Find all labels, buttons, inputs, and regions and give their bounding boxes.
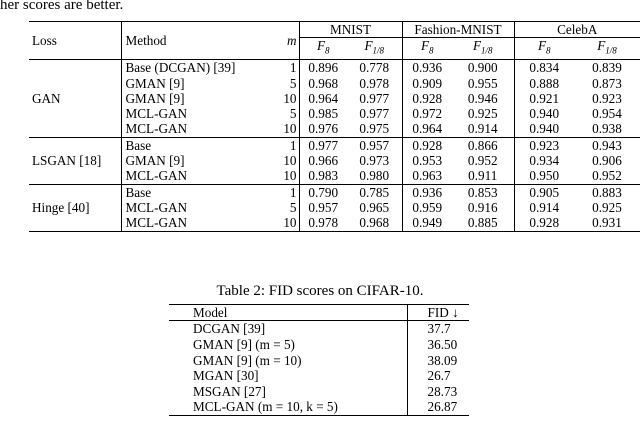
value-mnist-f18: 0.965	[347, 200, 402, 215]
metric-subscript: 8	[429, 45, 434, 56]
value-fashion-mnist-f8: 0.928	[412, 90, 443, 106]
table-row	[29, 76, 640, 91]
table-row	[29, 215, 640, 231]
method-cell: Base	[121, 137, 267, 153]
value-fashion-mnist-f8: 0.972	[412, 106, 443, 122]
value-celeba-f18: 0.943	[574, 137, 640, 153]
value-mnist-f18: 0.968	[347, 215, 402, 231]
value-celeba-f18: 0.925	[592, 199, 622, 215]
table-row	[169, 352, 469, 368]
value-celeba-f8: 0.928	[514, 215, 574, 231]
metric-subscript: 8	[325, 45, 330, 56]
method-cell: MCL-GAN	[125, 106, 188, 122]
value-fashion-mnist-f8: 0.928	[402, 137, 452, 153]
value-fashion-mnist-f18: 0.911	[452, 168, 514, 184]
m-cell: 10	[267, 215, 299, 231]
value-mnist-f8: 0.976	[308, 121, 339, 137]
table1-caption-fragment: her scores are better.	[0, 0, 124, 13]
method-cell: GMAN [9]	[125, 75, 185, 91]
value-fashion-mnist-f18: 0.925	[452, 106, 514, 121]
header-mnist-f8	[299, 38, 347, 60]
table-row	[169, 337, 469, 353]
table-row	[169, 399, 469, 415]
value-celeba-f8: 0.950	[529, 168, 560, 184]
value-celeba-f8: 0.834	[514, 60, 574, 76]
table2-fid-scores	[169, 304, 469, 416]
header-celeba-f8	[514, 38, 574, 60]
table1-header	[29, 22, 640, 60]
metric-subscript: 1/8	[481, 45, 493, 56]
value-celeba-f18: 0.931	[574, 215, 640, 231]
value-fashion-mnist-f8: 0.959	[412, 199, 443, 215]
method-cell: MCL-GAN	[125, 121, 188, 137]
header-fid: FID ↓	[407, 305, 469, 321]
value-mnist-f8: 0.964	[308, 90, 339, 106]
header-dataset-celeba: CelebA	[514, 22, 640, 38]
value-mnist-f18: 0.973	[347, 153, 402, 168]
header-method: Method	[121, 22, 267, 60]
value-fashion-mnist-f18: 0.952	[452, 153, 514, 168]
value-celeba-f8: 0.905	[514, 184, 574, 200]
value-fashion-mnist-f18: 0.914	[452, 121, 514, 137]
header-dataset-fashion-mnist: Fashion-MNIST	[402, 22, 514, 38]
fid-cell: 37.7	[407, 321, 469, 337]
fid-cell: 26.7	[427, 368, 451, 384]
value-fashion-mnist-f18: 0.946	[452, 91, 514, 106]
m-cell: 1	[267, 137, 299, 153]
table1-body	[29, 60, 640, 231]
model-cell: MSGAN [27]	[169, 384, 407, 400]
metric-symbol: F	[364, 38, 373, 54]
value-celeba-f8: 0.888	[529, 75, 560, 91]
table-row	[29, 106, 640, 121]
value-fashion-mnist-f18: 0.955	[452, 76, 514, 91]
metric-symbol: F	[597, 38, 606, 54]
value-fashion-mnist-f8: 0.963	[412, 168, 443, 184]
header-loss: Loss	[29, 22, 121, 60]
loss-cell: Hinge [40]	[29, 184, 121, 231]
table-row	[29, 200, 640, 215]
table-row	[169, 384, 469, 400]
value-mnist-f18: 0.977	[347, 91, 402, 106]
value-mnist-f8: 0.966	[308, 153, 339, 169]
value-celeba-f18: 0.952	[592, 168, 622, 184]
value-fashion-mnist-f8: 0.909	[412, 75, 443, 91]
table-row	[29, 184, 640, 200]
value-celeba-f18: 0.906	[592, 153, 622, 169]
value-celeba-f18: 0.883	[574, 184, 640, 200]
table1-f8-scores	[29, 21, 640, 232]
table-row	[29, 60, 640, 76]
value-mnist-f18: 0.977	[347, 106, 402, 121]
value-fashion-mnist-f8: 0.936	[402, 184, 452, 200]
metric-subscript: 1/8	[372, 45, 385, 56]
fid-cell: 38.09	[427, 352, 458, 368]
value-celeba-f18: 0.923	[592, 90, 622, 106]
value-celeba-f18: 0.938	[592, 121, 622, 137]
value-celeba-f18: 0.839	[574, 60, 640, 76]
value-mnist-f18: 0.778	[347, 60, 402, 76]
table2-caption: Table 2: FID scores on CIFAR-10.	[216, 283, 424, 299]
value-mnist-f8: 0.978	[299, 215, 347, 231]
value-fashion-mnist-f18: 0.866	[452, 137, 514, 153]
value-fashion-mnist-f18: 0.900	[452, 60, 514, 76]
model-cell: GMAN [9] (m = 10)	[169, 352, 407, 368]
value-fashion-mnist-f18: 0.885	[452, 215, 514, 231]
method-cell: MCL-GAN	[125, 199, 188, 215]
value-mnist-f18: 0.785	[347, 184, 402, 200]
value-mnist-f8: 0.977	[299, 137, 347, 153]
value-mnist-f8: 0.790	[299, 184, 347, 200]
metric-subscript: 1/8	[605, 45, 617, 56]
m-cell: 10	[267, 91, 299, 106]
model-cell: GMAN [9] (m = 5)	[169, 337, 407, 353]
value-fashion-mnist-f8: 0.953	[412, 153, 443, 169]
method-cell: MCL-GAN	[125, 168, 188, 184]
value-fashion-mnist-f8: 0.949	[402, 215, 452, 231]
table2-body	[169, 321, 469, 416]
value-celeba-f18: 0.954	[592, 106, 622, 122]
loss-cell: LSGAN [18]	[29, 137, 121, 184]
m-cell: 10	[267, 121, 299, 137]
table-row	[169, 321, 469, 337]
table-row	[29, 153, 640, 168]
value-fashion-mnist-f18: 0.853	[452, 184, 514, 200]
table-row	[29, 137, 640, 153]
value-mnist-f8: 0.896	[299, 60, 347, 76]
value-fashion-mnist-f18: 0.916	[452, 200, 514, 215]
value-celeba-f18: 0.873	[592, 75, 622, 91]
value-mnist-f8: 0.983	[308, 168, 339, 184]
header-fashion-mnist-f18	[452, 38, 514, 60]
value-celeba-f8: 0.940	[529, 121, 560, 137]
value-mnist-f8: 0.985	[308, 106, 339, 122]
m-cell: 5	[267, 76, 299, 91]
metric-symbol: F	[316, 38, 326, 54]
method-cell: Base	[121, 184, 267, 200]
metric-symbol: F	[472, 38, 482, 54]
value-mnist-f18: 0.978	[347, 76, 402, 91]
loss-cell: GAN	[29, 60, 121, 137]
value-celeba-f8: 0.914	[529, 199, 560, 215]
table-row	[29, 121, 640, 137]
value-celeba-f8: 0.934	[529, 153, 560, 169]
value-mnist-f18: 0.975	[347, 121, 402, 137]
header-dataset-mnist: MNIST	[299, 22, 402, 38]
fid-cell: 28.73	[427, 383, 458, 399]
m-cell: 5	[267, 106, 299, 121]
value-fashion-mnist-f8: 0.936	[402, 60, 452, 76]
metric-symbol: F	[537, 38, 547, 54]
header-fashion-mnist-f8	[402, 38, 452, 60]
value-mnist-f18: 0.957	[347, 137, 402, 153]
model-cell: MCL-GAN (m = 10, k = 5)	[169, 399, 407, 415]
header-m: m	[267, 22, 299, 60]
m-cell: 1	[267, 184, 299, 200]
fid-cell: 36.50	[427, 337, 458, 353]
m-cell: 10	[267, 168, 299, 184]
model-cell: DCGAN [39]	[169, 321, 407, 337]
fid-cell: 26.87	[407, 399, 469, 415]
value-celeba-f8: 0.921	[529, 90, 560, 106]
value-fashion-mnist-f8: 0.964	[412, 121, 443, 137]
method-cell: Base (DCGAN) [39]	[121, 60, 267, 76]
header-model: Model	[169, 305, 407, 321]
header-celeba-f18	[574, 38, 640, 60]
method-cell: MCL-GAN	[121, 215, 267, 231]
header-mnist-f18	[347, 38, 402, 60]
table-row	[29, 168, 640, 184]
method-cell: GMAN [9]	[125, 153, 185, 169]
m-cell: 10	[267, 153, 299, 168]
value-mnist-f18: 0.980	[347, 168, 402, 184]
m-cell: 5	[267, 200, 299, 215]
model-cell: MGAN [30]	[169, 368, 407, 384]
metric-subscript: 8	[546, 45, 551, 56]
value-celeba-f8: 0.923	[514, 137, 574, 153]
m-cell: 1	[267, 60, 299, 76]
value-celeba-f8: 0.940	[529, 106, 560, 122]
table-row	[29, 91, 640, 106]
method-cell: GMAN [9]	[125, 90, 185, 106]
value-mnist-f8: 0.968	[308, 75, 339, 91]
value-mnist-f8: 0.957	[308, 199, 339, 215]
metric-symbol: F	[420, 38, 430, 54]
table-row	[169, 368, 469, 384]
